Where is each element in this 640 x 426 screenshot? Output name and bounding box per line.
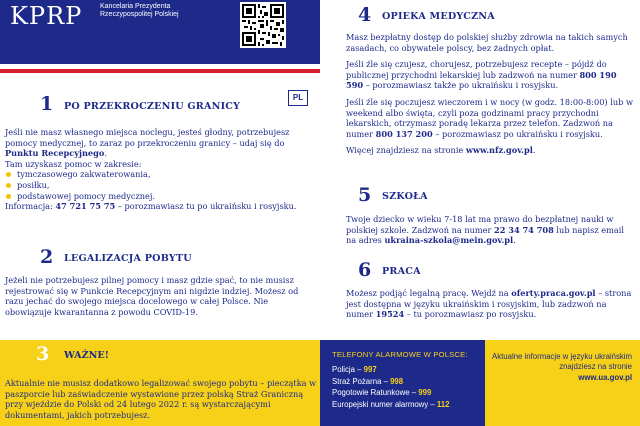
section-1-title: PO PRZEKROCZENIU GRANICY — [64, 101, 241, 112]
section-2-title: LEGALIZACJA POBYTU — [64, 253, 192, 264]
medical-phone[interactable]: 800 190 590 — [346, 69, 617, 91]
section-5-number: 5 — [358, 184, 372, 206]
list-item — [332, 364, 449, 376]
school-email[interactable]: ukraina-szkola@mein.gov.pl — [384, 235, 514, 246]
emergency-label: Pogotowie Ratunkowe – — [332, 388, 419, 398]
emergency-number[interactable]: 999 — [418, 388, 432, 398]
p4-text-end: . — [532, 145, 536, 156]
qr-code-icon[interactable] — [240, 2, 286, 48]
section-5-body — [346, 214, 636, 246]
emergency-number[interactable]: 997 — [363, 365, 377, 374]
chancellery-name: Kancelaria Prezydenta Rzeczypospolitej Polskiej — [100, 3, 179, 18]
emergency-label: Straż Pożarna – — [332, 376, 391, 386]
list-item — [332, 387, 449, 399]
emergency-label: Policja – — [332, 365, 364, 374]
p2-text-end: – porozmawiasz także po ukraińsku i rosyjsku. — [363, 80, 559, 91]
emergency-list — [332, 364, 449, 410]
nfz-link[interactable]: www.nfz.gov.pl — [465, 145, 533, 156]
help-list — [5, 169, 317, 201]
s5-text-end: . — [513, 235, 516, 246]
section-4-paragraph-4 — [346, 145, 636, 156]
kprp-logo: KPRP — [10, 2, 83, 30]
emergency-label: Europejski numer alarmowy – — [332, 399, 437, 409]
section-3-title: WAŻNE! — [64, 350, 109, 361]
header-banner — [0, 0, 320, 64]
emergency-title: TELEFONY ALARMOWE W POLSCE: — [332, 350, 468, 359]
emergency-number[interactable]: 998 — [390, 376, 404, 386]
s6-text: Możesz podjąć legalną pracę. Wejdź na — [346, 288, 512, 298]
flag-stripe-light — [0, 73, 320, 81]
emergency-number[interactable]: 112 — [436, 399, 450, 409]
s6-text-mid: – strona jest dostępna w języku ukraińskim i rosyjskim, lub zadzwoń na numer — [346, 288, 632, 320]
p2-text: Jeśli źle się czujesz, chorujesz, potrzebujesz recepte – pójdź do publicznej przychodni lekarskiej lub zadzwoń na numer — [346, 59, 607, 80]
info-block — [490, 352, 632, 383]
p4-text: Więcej znajdziesz na stronie — [346, 145, 466, 156]
section-3-number: 3 — [36, 343, 50, 365]
info-prefix: Informacja: — [5, 201, 56, 212]
section-4-body — [346, 32, 636, 156]
section-1-body — [5, 127, 317, 212]
s5-text: Twoje dziecko w wieku 7-18 lat ma prawo do bezpłatnej nauki w polskiej szkole. Zadzwoń na numer — [346, 214, 614, 235]
section-1-intro: Jeśli nie masz własnego miejsca noclegu, jesteś głodny, potrzebujesz pomocy medycznej, to zaraz po przekroczeniu granicy – udaj się do — [5, 127, 290, 148]
section-1-help-label: Tam uzyskasz pomoc w zakresie: — [5, 158, 142, 169]
section-2-body: Jeżeli nie potrzebujesz pilnej pomocy i masz gdzie spać, to nie musisz rejestrować się w Punkcie Recepcyjnym ani nigdzie indziej. Możesz od razu jechać do swojego miejsca docelowego w całej Polsce. Nie obowiązuje kwarantanna z powodu COVID-19. — [5, 275, 299, 317]
info-phone[interactable]: 47 721 75 75 — [55, 201, 116, 212]
section-6-number: 6 — [358, 259, 372, 281]
section-6-title: PRACA — [382, 266, 421, 277]
jobs-phone[interactable]: 19524 — [375, 309, 405, 320]
night-phone[interactable]: 800 137 200 — [375, 128, 433, 139]
p3-text: Jeśli źle się poczujesz wieczorem i w nocy (w godz. 18:00-8:00) lub w weekend albo święta, czyli poza godzinami pracy przychodni lekarskich, otrzymasz poradę lekarza przez telefon. Zadzwoń na numer — [346, 96, 633, 139]
list-item: tymczasowego zakwaterowania, — [5, 169, 317, 180]
info-text: Aktualne informacje w języku ukraińskim znajdziesz na stronie — [492, 352, 632, 372]
list-item: posiłku, — [5, 180, 317, 191]
section-4-paragraph-3 — [346, 97, 636, 139]
list-item: podstawowej pomocy medycznej. — [5, 191, 317, 202]
section-5-title: SZKOŁA — [382, 191, 428, 202]
language-badge[interactable]: PL — [288, 90, 308, 106]
section-1-intro-end: . — [104, 148, 107, 159]
section-2-number: 2 — [40, 246, 54, 268]
section-6-body — [346, 288, 636, 320]
reception-point-label: Punktu Recepcyjnego — [5, 148, 105, 159]
section-3-body: Aktualnie nie musisz dodatkowo legalizować swojego pobytu – pieczątka w paszporcie lub zaświadczenie wystawione przez polską Straż Graniczną przy wjeździe do Polski od 24 lutego 2022 r. są wystarczającymi dokumentami, jakich potrzebujesz. — [5, 378, 317, 420]
info-suffix: – porozmawiasz tu po ukraińsku i rosyjsku. — [115, 201, 297, 212]
jobs-link[interactable]: oferty.praca.gov.pl — [511, 288, 596, 298]
list-item — [332, 376, 449, 388]
section-4-paragraph-2 — [346, 59, 636, 91]
s6-text-end: – tu porozmawiasz po rosyjsku. — [404, 309, 537, 320]
section-1-number: 1 — [40, 93, 54, 115]
section-4-number: 4 — [358, 4, 372, 26]
school-phone[interactable]: 22 34 74 708 — [494, 224, 554, 235]
list-item — [332, 399, 449, 411]
s5-text-mid: lub napisz email na adres — [346, 224, 625, 246]
p3-text-end: – porozmawiasz po ukraińsku i rosyjsku. — [432, 128, 603, 139]
ua-gov-link[interactable]: www.ua.gov.pl — [578, 372, 632, 382]
section-4-title: OPIEKA MEDYCZNA — [382, 11, 495, 22]
section-4-paragraph-1: Masz bezpłatny dostęp do polskiej służby zdrowia na takich samych zasadach, co obywatele polscy, bez żadnych opłat. — [346, 32, 628, 53]
